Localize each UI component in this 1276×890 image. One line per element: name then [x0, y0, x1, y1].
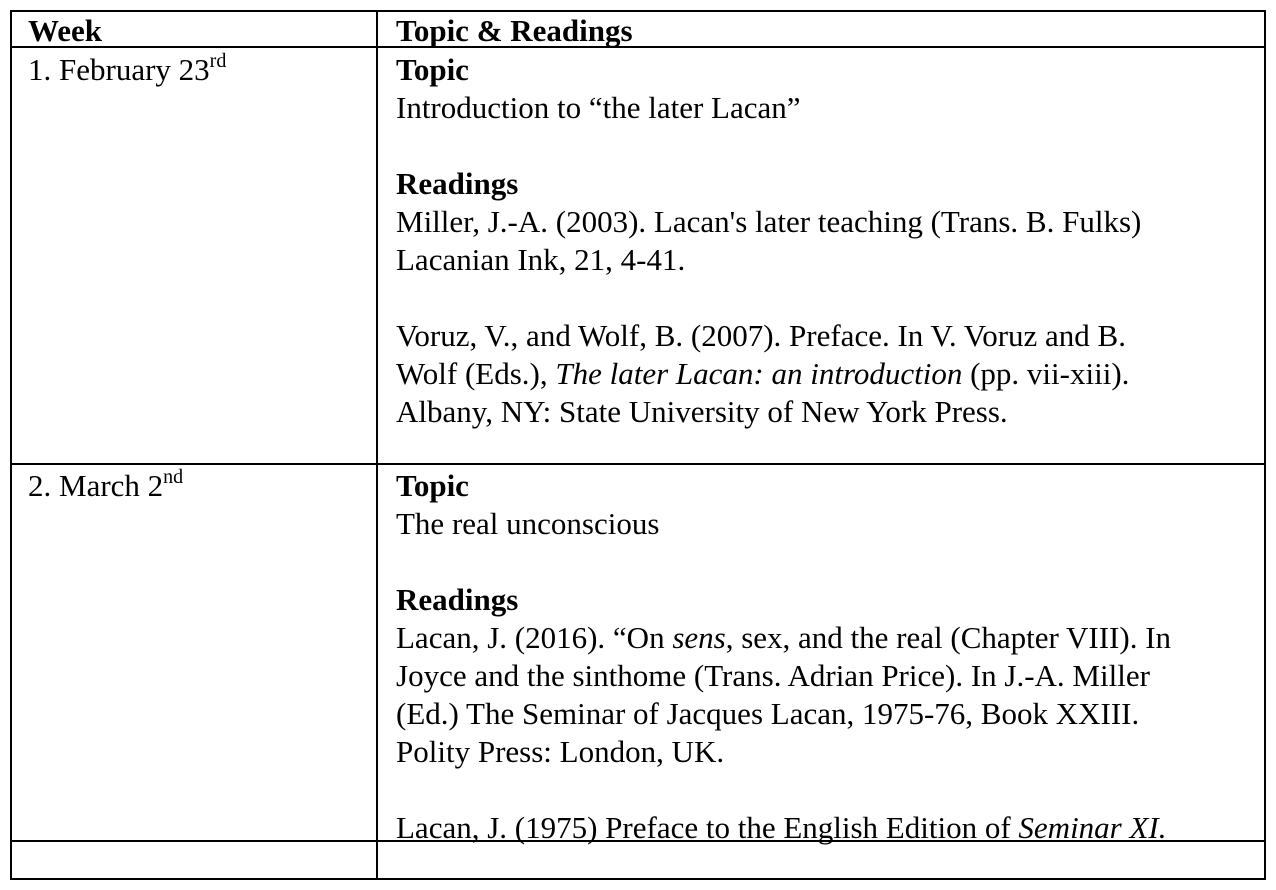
week-1-cell — [28, 51, 226, 89]
column-divider — [376, 10, 378, 880]
reading-line: Lacan, J. (1975) Preface to the English Edition of Seminar XI. — [396, 810, 1167, 845]
topic-heading: Topic — [396, 52, 469, 87]
week-1-label: 1. February 23 — [28, 52, 210, 87]
reading-line: Polity Press: London, UK. — [396, 734, 725, 769]
reading-line: Lacanian Ink, 21, 4-41. — [396, 242, 686, 277]
readings-heading: Readings — [396, 582, 519, 617]
week-2-label: 2. March 2 — [28, 468, 164, 503]
topic-heading: Topic — [396, 468, 469, 503]
reading-line: Wolf (Eds.), The later Lacan: an introduction (pp. vii-xiii). — [396, 356, 1130, 391]
week-2-cell — [28, 467, 183, 505]
reading-line: Miller, J.-A. (2003). Lacan's later teaching (Trans. B. Fulks) — [396, 204, 1142, 239]
reading-line: Voruz, V., and Wolf, B. (2007). Preface. In V. Voruz and B. — [396, 318, 1126, 353]
empty-week-cell — [12, 842, 376, 878]
week-1-content — [396, 51, 1256, 431]
italic-term: sens — [672, 620, 726, 655]
topic-text: The real unconscious — [396, 506, 660, 541]
readings-heading: Readings — [396, 166, 519, 201]
reading-line: Lacan, J. (2016). “On sens, sex, and the real (Chapter VIII). In — [396, 620, 1172, 655]
reading-line: Joyce and the sinthome (Trans. Adrian Price). In J.-A. Miller — [396, 658, 1150, 693]
week-2-content — [396, 467, 1256, 847]
topic-text: Introduction to “the later Lacan” — [396, 90, 801, 125]
reading-line: Albany, NY: State University of New York Press. — [396, 394, 1008, 429]
week-2-suffix: nd — [163, 465, 184, 488]
header-week: Week — [28, 13, 103, 48]
book-title: The later Lacan: an introduction — [555, 356, 963, 391]
week-1-suffix: rd — [209, 49, 227, 72]
book-title: Seminar XI. — [1018, 810, 1167, 845]
row-divider — [10, 463, 1266, 465]
reading-line: (Ed.) The Seminar of Jacques Lacan, 1975-76, Book XXIII. — [396, 696, 1140, 731]
empty-content-cell — [378, 842, 1264, 878]
header-topic-readings: Topic & Readings — [396, 13, 633, 48]
